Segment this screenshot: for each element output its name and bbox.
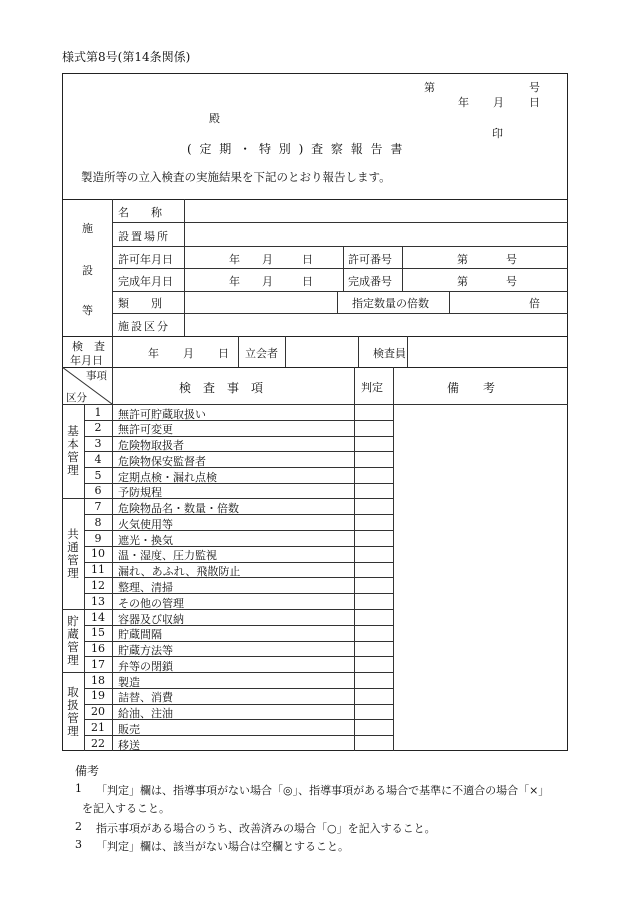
group-label: 貯蔵管理 — [67, 613, 79, 667]
row-item: 給油、注油 — [118, 707, 173, 721]
row-number: 8 — [94, 515, 102, 529]
row-number: 12 — [91, 578, 105, 592]
row-item: 危険物取扱者 — [118, 439, 184, 453]
row-number: 1 — [94, 405, 102, 419]
permit-year: 年 — [229, 253, 240, 266]
note-1-continuation: を記入すること。 — [82, 802, 170, 815]
quantity-times: 倍 — [529, 297, 540, 310]
seal-mark: 印 — [492, 127, 503, 140]
form-number: 様式第8号(第14条関係) — [62, 50, 191, 64]
corner-bottom-label: 区分 — [66, 392, 87, 404]
row-number: 10 — [91, 547, 105, 561]
row-number: 6 — [94, 484, 102, 498]
judgement-cell[interactable] — [355, 610, 393, 624]
completion-no-prefix: 第 — [457, 275, 468, 288]
row-item: 危険物保安監督者 — [118, 454, 206, 468]
inspection-month: 月 — [183, 347, 194, 360]
judgement-cell[interactable] — [355, 657, 393, 671]
notes-title: 備考 — [75, 764, 100, 778]
note-2-number: 2 — [75, 820, 82, 833]
judgement-cell[interactable] — [355, 515, 393, 529]
row-number: 4 — [94, 452, 102, 466]
row-number: 9 — [94, 531, 102, 545]
row-item: 漏れ、あふれ、飛散防止 — [118, 565, 241, 579]
col-remarks-header: 備 考 — [447, 381, 496, 395]
report-no-prefix: 第 — [424, 81, 435, 94]
row-item: 容器及び収納 — [118, 612, 184, 626]
inspector-label: 検査員 — [373, 347, 406, 360]
category-label: 施設区分 — [118, 320, 170, 333]
completion-date-label: 完成年月日 — [118, 275, 173, 288]
judgement-cell[interactable] — [355, 642, 393, 656]
row-item: 貯蔵間隔 — [118, 628, 162, 642]
judgement-cell[interactable] — [355, 421, 393, 435]
row-item: 製造 — [118, 675, 140, 689]
row-item: 整理、清掃 — [118, 580, 173, 594]
judgement-cell[interactable] — [355, 594, 393, 608]
row-item: 貯蔵方法等 — [118, 644, 173, 658]
judgement-cell[interactable] — [355, 689, 393, 703]
row-number: 17 — [91, 657, 105, 671]
note-3-number: 3 — [75, 838, 82, 851]
inspection-date-label-2: 年月日 — [70, 354, 103, 367]
row-number: 5 — [94, 468, 102, 482]
judgement-cell[interactable] — [355, 626, 393, 640]
judgement-cell[interactable] — [355, 736, 393, 750]
row-number: 13 — [91, 594, 105, 608]
judgement-cell[interactable] — [355, 705, 393, 719]
group-label: 基本管理 — [67, 424, 79, 478]
row-item: 移送 — [118, 738, 140, 752]
group-label: 取扱管理 — [67, 684, 79, 738]
row-item: 弁等の閉鎖 — [118, 659, 173, 673]
addressee-suffix: 殿 — [209, 112, 220, 125]
completion-no-suffix: 号 — [506, 275, 517, 288]
note-1-number: 1 — [75, 782, 82, 795]
row-number: 2 — [94, 421, 102, 435]
judgement-cell[interactable] — [355, 500, 393, 514]
report-year: 年 — [458, 96, 469, 109]
row-number: 11 — [91, 563, 105, 577]
inspection-date-label-1: 検 査 — [72, 340, 105, 353]
facility-group-char-2: 設 — [82, 264, 93, 277]
note-2-text: 指示事項がある場合のうち、改善済みの場合「○」を記入すること。 — [96, 822, 436, 835]
row-item: 無許可変更 — [118, 423, 173, 437]
row-item: 温・湿度、圧力監視 — [118, 549, 217, 563]
report-title: ( 定 期 ・ 特 別 ) 査 察 報 告 書 — [187, 142, 405, 156]
row-number: 3 — [94, 437, 102, 451]
row-number: 14 — [91, 610, 105, 624]
row-number: 21 — [91, 720, 105, 734]
row-item: 詰替、消費 — [118, 691, 173, 705]
row-item: 定期点検・漏れ点検 — [118, 470, 217, 484]
group-label: 共通管理 — [67, 526, 79, 580]
note-3-text: 「判定」欄は、該当がない場合は空欄とすること。 — [96, 840, 349, 853]
row-item: 無許可貯蔵取扱い — [118, 407, 206, 421]
permit-date-label: 許可年月日 — [118, 253, 173, 266]
facility-group-char-1: 施 — [82, 222, 93, 235]
completion-no-label: 完成番号 — [348, 275, 392, 288]
location-label: 設置場所 — [118, 230, 170, 243]
report-intro: 製造所等の立入検査の実施結果を下記のとおり報告します。 — [81, 170, 391, 184]
row-number: 20 — [91, 705, 105, 719]
permit-no-suffix: 号 — [506, 253, 517, 266]
judgement-cell[interactable] — [355, 437, 393, 451]
corner-top-label: 事項 — [86, 370, 107, 382]
judgement-cell[interactable] — [355, 468, 393, 482]
judgement-cell[interactable] — [355, 578, 393, 592]
judgement-cell[interactable] — [355, 720, 393, 734]
inspection-day: 日 — [218, 347, 229, 360]
inspection-year: 年 — [148, 347, 159, 360]
permit-no-prefix: 第 — [457, 253, 468, 266]
report-day: 日 — [529, 96, 540, 109]
note-1-text: 「判定」欄は、指導事項がない場合「◎」、指導事項がある場合で基準に不適合の場合「×」 — [96, 784, 550, 797]
judgement-cell[interactable] — [355, 547, 393, 561]
row-number: 7 — [94, 500, 102, 514]
judgement-cell[interactable] — [355, 673, 393, 687]
row-item: 危険物品名・数量・倍数 — [118, 502, 239, 516]
judgement-cell[interactable] — [355, 484, 393, 498]
row-item: その他の管理 — [118, 596, 184, 610]
witness-label: 立会者 — [245, 347, 278, 360]
completion-year: 年 — [229, 275, 240, 288]
type-label: 類 別 — [118, 297, 162, 310]
judgement-cell[interactable] — [355, 531, 393, 545]
col-judgement-header: 判定 — [361, 381, 383, 394]
permit-day: 日 — [302, 253, 313, 266]
quantity-multiple-label: 指定数量の倍数 — [352, 297, 429, 310]
row-item: 遮光・換気 — [118, 533, 173, 547]
judgement-cell[interactable] — [355, 405, 393, 419]
row-item: 火気使用等 — [118, 517, 173, 531]
row-number: 22 — [91, 736, 105, 750]
row-number: 19 — [91, 689, 105, 703]
judgement-cell[interactable] — [355, 452, 393, 466]
report-month: 月 — [493, 96, 504, 109]
permit-no-label: 許可番号 — [348, 253, 392, 266]
facility-group-char-3: 等 — [82, 304, 93, 317]
col-items-header: 検 査 事 項 — [179, 381, 264, 395]
completion-day: 日 — [302, 275, 313, 288]
name-label: 名 称 — [118, 206, 162, 219]
row-item: 販売 — [118, 722, 140, 736]
report-no-suffix: 号 — [529, 81, 540, 94]
row-number: 15 — [91, 626, 105, 640]
judgement-cell[interactable] — [355, 563, 393, 577]
row-item: 予防規程 — [118, 486, 162, 500]
row-number: 18 — [91, 673, 105, 687]
permit-month: 月 — [262, 253, 273, 266]
row-number: 16 — [91, 642, 105, 656]
completion-month: 月 — [262, 275, 273, 288]
